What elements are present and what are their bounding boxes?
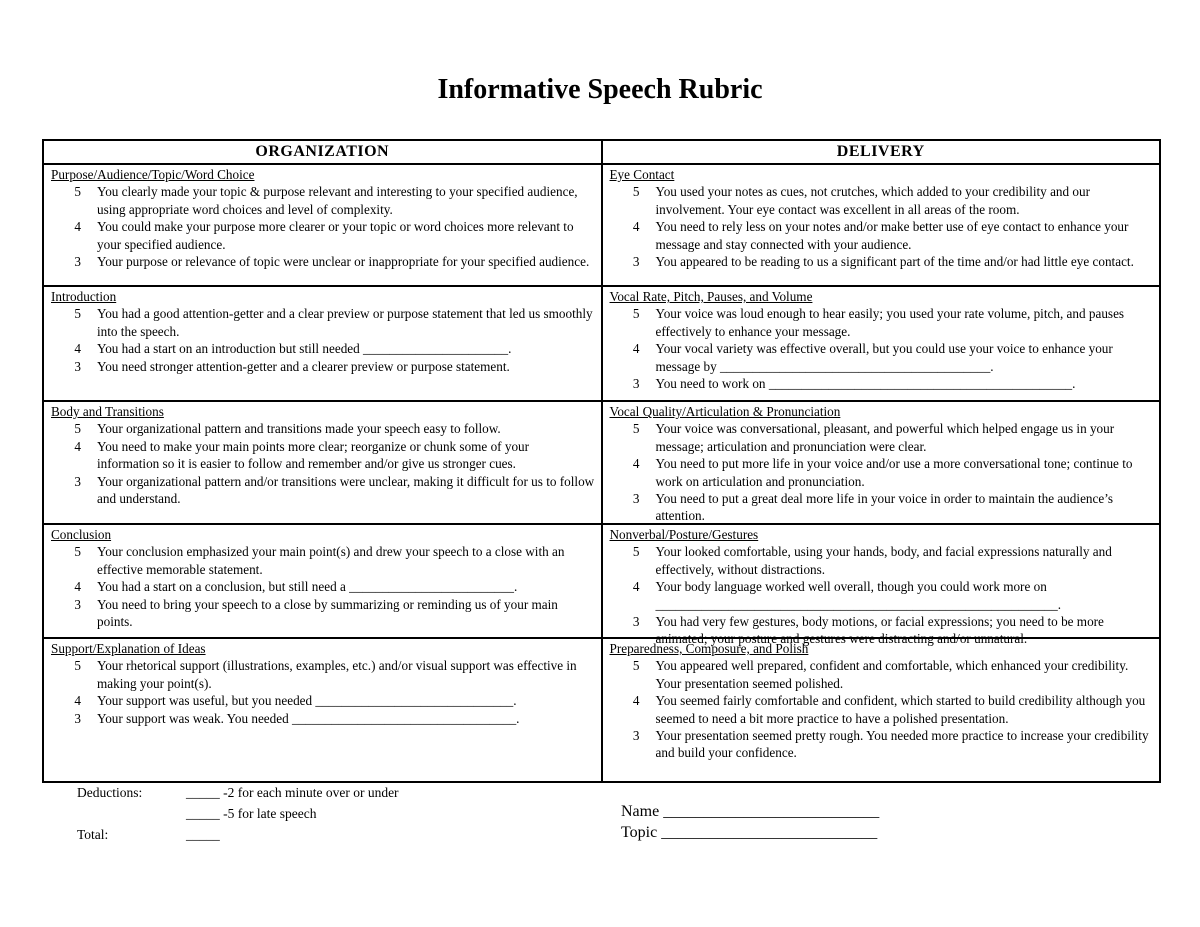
- score-number: 5: [632, 421, 640, 437]
- score-number: 4: [74, 579, 81, 595]
- score-item: [51, 305, 595, 340]
- score-number: 5: [632, 658, 640, 674]
- rubric-row: [44, 639, 1159, 781]
- score-number: 4: [632, 219, 640, 235]
- delivery-header: DELIVERY: [601, 141, 1160, 163]
- criterion-title: Purpose/Audience/Topic/Word Choice: [51, 167, 255, 182]
- rubric-row: [44, 287, 1159, 402]
- score-item: [610, 420, 1154, 455]
- score-description: Your voice was conversational, pleasant, and powerful which helped engage us in your message; articulation and pronunciation were clear.: [655, 421, 1115, 454]
- score-number: 4: [74, 341, 81, 357]
- rubric-row: [44, 525, 1159, 647]
- score-item: [610, 340, 1154, 375]
- header-row: [44, 141, 1159, 165]
- organization-header: ORGANIZATION: [255, 143, 390, 160]
- deduction-overtime: _____ -2 for each minute over or under: [186, 785, 399, 800]
- topic-field: Topic ___________________________: [621, 824, 878, 841]
- score-description: Your support was weak. You needed __________________________________.: [97, 710, 520, 726]
- criterion-title: Vocal Rate, Pitch, Pauses, and Volume: [609, 289, 813, 304]
- score-item: [51, 692, 595, 709]
- score-item: [51, 358, 595, 375]
- score-item: [610, 183, 1154, 218]
- organization-cell: [44, 165, 601, 285]
- score-description: You seemed fairly comfortable and confident, which started to build credibility although you seemed to need a bit more practice to have a polished presentation.: [655, 693, 1146, 726]
- criterion-title: Conclusion: [51, 527, 112, 542]
- score-number: 4: [632, 456, 640, 472]
- score-number: 4: [74, 693, 81, 709]
- organization-cell: [44, 639, 601, 781]
- name-field: Name ___________________________: [621, 803, 880, 820]
- criterion-title: Introduction: [51, 289, 117, 304]
- score-description: Your conclusion emphasized your main point(s) and drew your speech to a close with an effective memorable statement.: [97, 544, 565, 577]
- score-description: You appeared well prepared, confident and comfortable, which enhanced your credibility. Your presentation seemed polished.: [655, 658, 1129, 691]
- score-item: [51, 438, 595, 473]
- score-description: You need to work on ______________________________________________.: [655, 376, 1076, 392]
- score-number: 5: [632, 306, 640, 322]
- score-item: [610, 543, 1154, 578]
- score-number: 4: [74, 219, 81, 235]
- score-item: [51, 657, 595, 692]
- total-blank: _____: [186, 827, 220, 842]
- score-number: 4: [74, 438, 81, 454]
- score-item: [610, 375, 1154, 392]
- score-description: You appeared to be reading to us a significant part of the time and/or had little eye contact.: [655, 254, 1134, 270]
- score-item: [610, 305, 1154, 340]
- score-number: 3: [74, 254, 81, 270]
- score-item: [610, 218, 1154, 253]
- score-item: [610, 692, 1154, 727]
- score-number: 5: [632, 184, 640, 200]
- score-description: You need to bring your speech to a close by summarizing or reminding us of your main points.: [97, 596, 558, 630]
- score-description: Your organizational pattern and transitions made your speech easy to follow.: [97, 421, 501, 437]
- organization-cell: [44, 402, 601, 523]
- score-number: 5: [74, 544, 81, 560]
- score-number: 3: [632, 254, 640, 270]
- score-description: Your vocal variety was effective overall, but you could use your voice to enhance your message by _________________________________________.: [655, 341, 1113, 374]
- deductions-label: Deductions:: [77, 785, 143, 800]
- score-item: [51, 420, 595, 437]
- delivery-cell: [601, 525, 1160, 647]
- score-description: You had a start on a conclusion, but still need a _________________________.: [97, 579, 518, 595]
- organization-cell: [44, 287, 601, 400]
- score-item: [610, 490, 1154, 525]
- score-number: 3: [74, 596, 81, 612]
- criterion-title: Nonverbal/Posture/Gestures: [609, 527, 759, 542]
- criterion-title: Eye Contact: [609, 167, 675, 182]
- criterion-title: Preparedness, Composure, and Polish: [609, 641, 809, 656]
- score-number: 5: [74, 658, 81, 674]
- criterion-title: Support/Explanation of Ideas: [51, 641, 206, 656]
- score-item: [51, 218, 595, 253]
- score-description: You had very few gestures, body motions, or facial expressions; you need to be more animated; your posture and gestures were distracting and/or unnatural.: [655, 614, 1104, 647]
- delivery-cell: [601, 639, 1160, 781]
- score-description: Your organizational pattern and/or transitions were unclear, making it difficult for us to follow and understand.: [97, 473, 595, 507]
- score-item: [51, 340, 595, 357]
- score-description: You need stronger attention-getter and a clearer preview or purpose statement.: [97, 358, 510, 374]
- score-description: You need to put more life in your voice and/or use a more conversational tone; continue to work on articulation and pronunciation.: [655, 456, 1133, 489]
- score-description: Your presentation seemed pretty rough. You needed more practice to increase your credibility and build your confidence.: [655, 728, 1149, 761]
- score-number: 5: [74, 306, 81, 322]
- score-description: You need to rely less on your notes and/or make better use of eye contact to enhance your message and stay connected with your audience.: [655, 219, 1129, 252]
- score-description: Your body language worked well overall, though you could work more on _____________________________________________________________.: [655, 579, 1062, 612]
- score-number: 3: [632, 728, 640, 744]
- delivery-cell: [601, 165, 1160, 285]
- score-number: 3: [74, 358, 81, 374]
- score-item: [610, 657, 1154, 692]
- deduction-late: _____ -5 for late speech: [186, 806, 317, 821]
- score-number: 3: [632, 376, 640, 392]
- score-number: 4: [632, 693, 640, 709]
- criterion-title: Vocal Quality/Articulation & Pronunciation: [609, 404, 841, 419]
- score-item: [610, 578, 1154, 613]
- score-description: You could make your purpose more clearer or your topic or word choices more relevant to your specified audience.: [97, 219, 574, 252]
- score-item: [51, 183, 595, 218]
- score-description: Your support was useful, but you needed ______________________________.: [97, 693, 517, 709]
- score-item: [51, 473, 595, 508]
- score-number: 5: [74, 184, 81, 200]
- rubric-row: [44, 402, 1159, 525]
- score-item: [51, 543, 595, 578]
- score-description: You need to put a great deal more life in your voice in order to maintain the audience’s attention.: [655, 491, 1114, 524]
- total-label: Total:: [77, 827, 109, 842]
- score-description: You had a start on an introduction but still needed ______________________.: [97, 341, 512, 357]
- organization-cell: [44, 525, 601, 637]
- score-description: Your looked comfortable, using your hands, body, and facial expressions naturally and effectively, without distractions.: [655, 544, 1112, 577]
- score-item: [51, 578, 595, 595]
- score-description: You need to make your main points more clear; reorganize or chunk some of your information so it is easier to follow and remember and/or give us stronger cues.: [97, 438, 530, 472]
- rubric-table: [42, 139, 1161, 783]
- delivery-cell: [601, 287, 1160, 400]
- score-description: You clearly made your topic & purpose relevant and interesting to your specified audience, using appropriate word choices and level of complexity.: [97, 184, 578, 217]
- score-number: 5: [74, 421, 81, 437]
- score-item: [610, 455, 1154, 490]
- score-number: 4: [632, 341, 640, 357]
- score-number: 4: [632, 579, 640, 595]
- page-title: Informative Speech Rubric: [437, 74, 763, 105]
- rubric-rows: [44, 165, 1159, 781]
- score-description: You had a good attention-getter and a clear preview or purpose statement that led us smoothly into the speech.: [97, 306, 593, 339]
- rubric-row: [44, 165, 1159, 287]
- score-description: Your purpose or relevance of topic were unclear or inappropriate for your specified audience.: [97, 254, 590, 270]
- score-item: [51, 596, 595, 631]
- score-item: [51, 253, 595, 270]
- score-item: [51, 710, 595, 727]
- score-number: 3: [632, 614, 640, 630]
- score-number: 5: [632, 544, 640, 560]
- score-number: 3: [74, 710, 81, 726]
- score-number: 3: [632, 491, 640, 507]
- score-item: [610, 727, 1154, 762]
- criterion-title: Body and Transitions: [51, 404, 164, 419]
- score-number: 3: [74, 473, 81, 489]
- score-item: [610, 253, 1154, 270]
- score-description: You used your notes as cues, not crutches, which added to your credibility and our involvement. Your eye contact was excellent in all areas of the room.: [655, 184, 1090, 217]
- delivery-cell: [601, 402, 1160, 523]
- score-description: Your rhetorical support (illustrations, examples, etc.) and/or visual support was effective in making your point(s).: [97, 658, 577, 691]
- score-description: Your voice was loud enough to hear easily; you used your rate volume, pitch, and pauses effectively to enhance your message.: [655, 306, 1125, 339]
